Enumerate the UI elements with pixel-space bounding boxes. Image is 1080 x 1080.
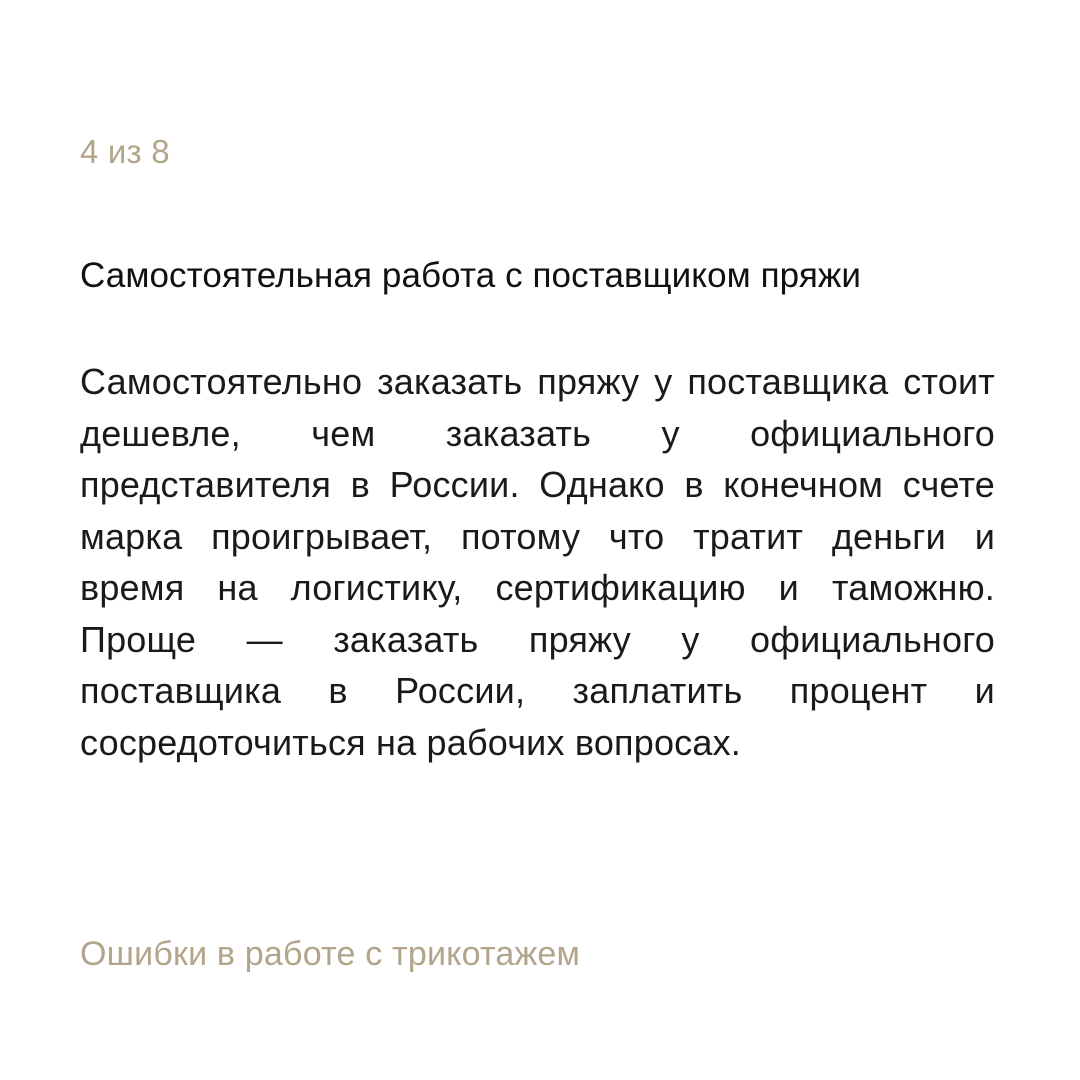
slide-heading: Самостоятельная работа с поставщиком пряжи bbox=[80, 256, 862, 295]
series-title-footer: Ошибки в работе с трикотажем bbox=[80, 935, 581, 973]
slide-body-text: Самостоятельно заказать пряжу у поставщика стоит дешевле, чем заказать у официального представителя в России. Однако в конечном счете марка проигрывает, потому что тратит деньги и время на логистику, сертификацию и таможню. Проще — заказать пряжу у официального поставщика в России, заплатить процент и сосредоточиться на рабочих вопросах. bbox=[80, 361, 995, 763]
page-counter: 4 из 8 bbox=[80, 133, 170, 170]
